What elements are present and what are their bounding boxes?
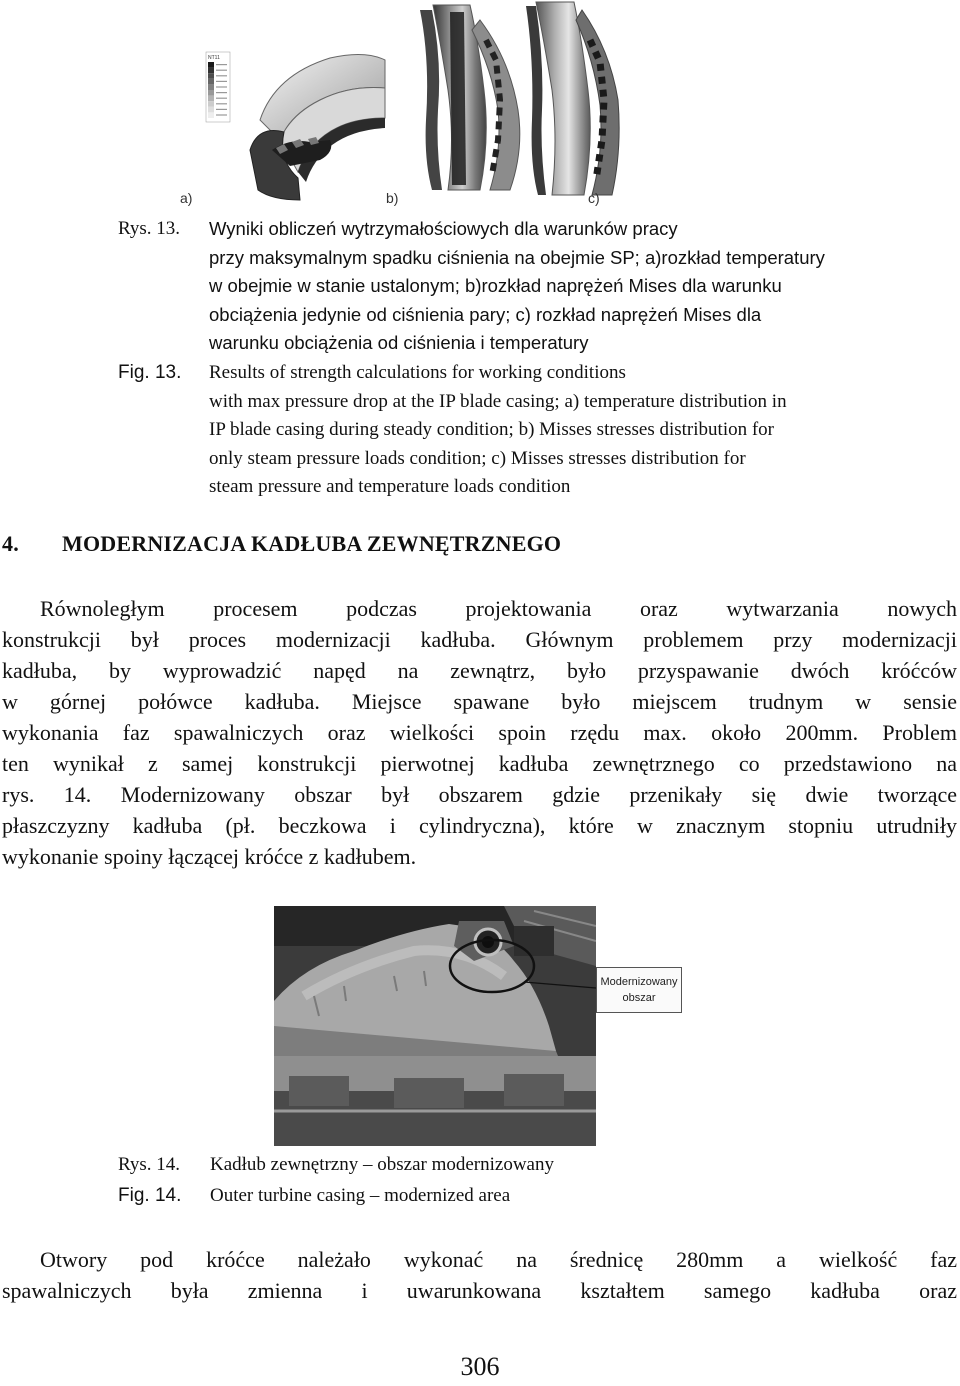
caption-13-pl — [118, 215, 953, 358]
paragraph-line: w górnej połówce kadłuba. Miejsce spawane było miejscem trudnym w sensie — [2, 689, 957, 714]
legend-swatch — [208, 62, 214, 68]
legend-value-mark — [216, 114, 227, 115]
callout-line-1: Modernizowany — [600, 976, 678, 988]
paragraph-line: rys. 14. Modernizowany obszar był obszarem gdzie przenikały się dwie tworzące — [2, 782, 957, 807]
caption-13-en — [118, 359, 953, 502]
figure-13-fea-renderings — [180, 0, 620, 215]
legend-title: NT11 — [208, 55, 220, 61]
legend-value-mark — [216, 98, 227, 99]
legend-swatch — [208, 84, 214, 90]
paragraph-line: konstrukcji był proces modernizacji kadłuba. Głównym problemem przy modernizacji — [2, 627, 957, 652]
legend-swatch — [208, 90, 214, 96]
body-paragraph-1 — [2, 593, 957, 872]
modernized-area-callout — [596, 967, 682, 1013]
paragraph-line: wykonania faz spawalniczych oraz wielkości spoin rzędu max. około 200mm. Problem — [2, 720, 957, 745]
section-number: 4. — [2, 531, 19, 556]
caption-label: Rys. 13. — [118, 218, 181, 239]
paragraph-line: kadłuba, by wyprowadzić napęd na zewnątrz, było przyspawanie dwóch króćców — [2, 658, 957, 683]
sublabel-c: c) — [588, 190, 600, 206]
panel-a-model — [250, 54, 385, 200]
section-heading — [2, 531, 561, 557]
caption-line: Results of strength calculations for working conditions — [209, 362, 626, 383]
caption-14-en — [118, 1185, 510, 1207]
body-paragraph-2 — [2, 1244, 957, 1306]
legend-swatch — [208, 68, 214, 74]
caption-line: przy maksymalnym spadku ciśnienia na obejmie SP; a)rozkład temperatury — [209, 246, 825, 268]
paragraph-line: Otwory pod króćce należało wykonać na średnicę 280mm a wielkość faz — [40, 1247, 957, 1272]
caption-text: Kadłub zewnętrzny – obszar modernizowany — [210, 1154, 554, 1175]
caption-line: IP blade casing during steady condition; b) Misses stresses distribution for — [209, 419, 774, 440]
sublabel-a: a) — [180, 190, 193, 206]
caption-text — [209, 359, 953, 502]
legend — [206, 52, 230, 122]
figure-13 — [180, 0, 620, 215]
page-number: 306 — [460, 1352, 500, 1381]
caption-text: Outer turbine casing – modernized area — [210, 1185, 511, 1206]
paragraph-line: płaszczyzny kadłuba (pł. beczkowa i cylindryczna), które w znacznym stopniu utrudniły — [2, 813, 957, 838]
legend-swatch — [208, 107, 214, 113]
sublabel-b: b) — [386, 190, 399, 206]
paragraph-line: spawalniczych była zmienna i uwarunkowana kształtem samego kadłuba oraz — [2, 1278, 957, 1303]
caption-line: with max pressure drop at the IP blade casing; a) temperature distribution in — [209, 390, 787, 412]
panel-b-model — [420, 5, 520, 190]
caption-label: Fig. 13. — [118, 362, 182, 383]
legend-swatch — [208, 73, 214, 79]
callout-line-2: obszar — [622, 992, 656, 1004]
legend-value-mark — [216, 92, 227, 93]
caption-line: Wyniki obliczeń wytrzymałościowych dla warunków pracy — [209, 218, 678, 239]
figure-14-photo — [274, 906, 596, 1146]
paragraph-line: Równoległym procesem podczas projektowania oraz wytwarzania nowych — [40, 596, 957, 621]
panel-c-model — [526, 2, 619, 195]
caption-line: obciążenia jedynie od ciśnienia pary; c) rozkład naprężeń Mises dla — [209, 303, 762, 325]
turbine-casing-photo — [274, 906, 596, 1146]
caption-label: Rys. 14. — [118, 1154, 181, 1175]
caption-line: only steam pressure loads condition; c) Misses stresses distribution for — [209, 447, 746, 469]
legend-value-mark — [216, 103, 227, 104]
paragraph-line: wykonanie spoiny łączącej króćce z kadłubem. — [2, 844, 417, 869]
legend-swatch — [208, 101, 214, 107]
caption-text — [209, 215, 953, 358]
caption-line: steam pressure and temperature loads condition — [209, 476, 571, 497]
caption-label: Fig. 14. — [118, 1185, 182, 1206]
paragraph-line: ten wynikał z samej konstrukcji pierwotnej kadłuba zewnętrznego co przedstawiono na — [2, 751, 957, 776]
legend-swatch — [208, 79, 214, 85]
section-title: MODERNIZACJA KADŁUBA ZEWNĘTRZNEGO — [62, 531, 562, 556]
caption-line: w obejmie w stanie ustalonym; b)rozkład naprężeń Mises dla warunku — [209, 275, 782, 296]
legend-swatch — [208, 96, 214, 102]
legend-value-mark — [216, 75, 227, 76]
legend-value-mark — [216, 81, 227, 82]
legend-value-mark — [216, 64, 227, 65]
legend-swatch — [208, 112, 214, 118]
caption-line: warunku obciążenia od ciśnienia i temperatury — [209, 332, 589, 353]
caption-14-pl — [118, 1154, 554, 1176]
legend-value-mark — [216, 70, 227, 71]
legend-value-mark — [216, 86, 227, 87]
legend-value-mark — [216, 109, 227, 110]
